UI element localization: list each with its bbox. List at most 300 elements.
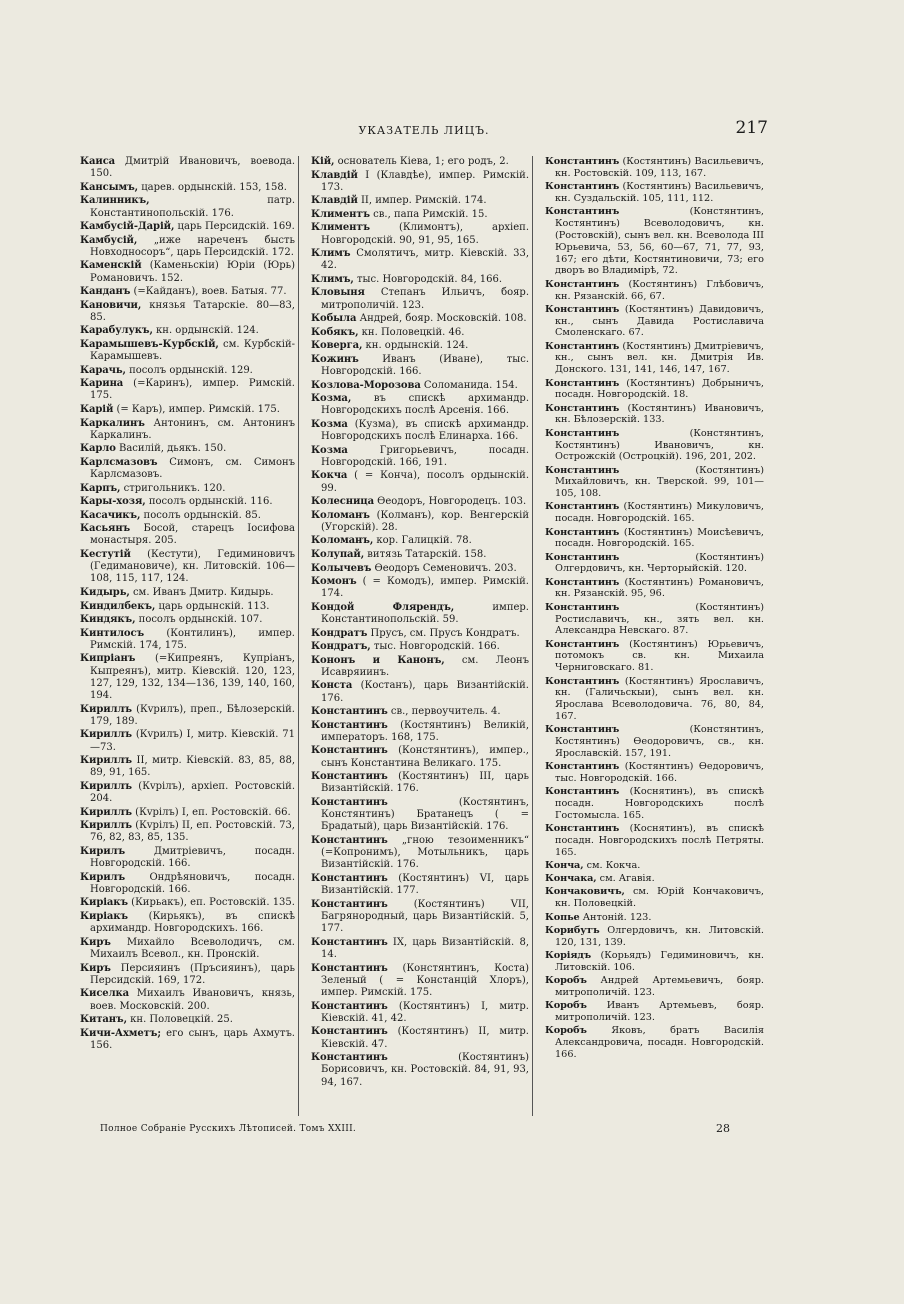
index-entry (80, 872, 295, 896)
index-entry (545, 279, 764, 303)
index-entry (80, 339, 295, 363)
index-entry (80, 704, 295, 728)
entry-headword: Кановичи, (80, 299, 142, 311)
entry-headword: Кончака, (545, 873, 597, 885)
entry-details: (Коснятинъ), въ спискѣ посадн. Новгородскихъ послѣ Гостомысла. 165. (555, 786, 764, 822)
entry-details: (Корьядъ) Гедиминовичъ, кн. Литовскій. 106. (555, 949, 764, 973)
entry-details: (Костянтинъ, Констянтинъ) Братанецъ ( = Брадатый), царь Византійскій. 176. (321, 796, 529, 833)
entry-details: посолъ ордынскій. 116. (145, 496, 273, 508)
entry-headword: Кирилъ (80, 871, 126, 883)
index-entry (311, 419, 529, 443)
entry-details: IX, царь Византійскій. 8, 14. (321, 936, 529, 960)
entry-details: витязь Татарскій. 158. (364, 548, 487, 560)
entry-headword: Константинъ (311, 898, 388, 910)
entry-details: Иванъ (Иване), тыс. Новгородскій. 166. (321, 353, 529, 378)
index-entry (311, 445, 529, 469)
index-entry (311, 170, 529, 194)
entry-headword: Киріакъ (80, 910, 128, 922)
entry-details: (Костянтинъ) Михайловичъ, кн. Тверской. 99, 101—105, 108. (555, 464, 764, 500)
entry-headword: Кончаковичъ, (545, 886, 625, 898)
entry-details: (Констянтинъ, Костянтинъ) Всеволодовичъ, кн. (Ростовскій), сынъ вел. кн. Всеволода III Юрьевича, 53, 56, 60—67, 71, 77, 93, 167; его дѣти, Костянтиновичи, 73; его дворъ во Владимірѣ, 72. (555, 206, 764, 277)
index-entry (311, 510, 529, 534)
index-entry (80, 628, 295, 652)
entry-headword: Кловыня (311, 287, 365, 299)
entry-headword: Климъ, (311, 273, 354, 285)
entry-details: (Колманъ), кор. Венгерскій (Угорскій). 28. (321, 509, 529, 533)
entry-headword: Константинъ (545, 786, 620, 798)
index-entry (80, 378, 295, 402)
index-column-3 (545, 156, 768, 1116)
index-entry (80, 911, 295, 935)
index-entry (545, 181, 764, 205)
index-entry (311, 549, 529, 561)
entry-details: Григорьевичъ, посадн. Новгородскій. 166, 191. (321, 444, 529, 468)
entry-headword: Константинъ (311, 872, 388, 884)
entry-details: см. Иванъ Дмитр. Кидырь. (129, 586, 274, 598)
entry-headword: Константинъ (545, 402, 620, 414)
index-entry (311, 1001, 529, 1025)
index-entry (545, 341, 764, 377)
entry-headword: Коробъ (545, 1024, 587, 1036)
entry-headword: Константинъ (545, 526, 620, 538)
entry-headword: Константинъ (545, 501, 620, 513)
entry-headword: Касьянъ (80, 523, 131, 535)
index-entry (80, 325, 295, 337)
entry-details: кн. ордынскій. 124. (362, 340, 469, 352)
index-entry (80, 937, 295, 961)
index-entry (311, 327, 529, 339)
entry-details: (=Каринъ), импер. Римскій. 175. (90, 378, 295, 402)
entry-headword: Константинъ (311, 771, 388, 783)
entry-headword: Константинъ (311, 1000, 388, 1012)
index-entry (311, 706, 529, 718)
entry-details: (Кузма), въ спискѣ архимандр. Новгородскихъ послѣ Елинарха. 166. (321, 418, 529, 443)
entry-headword: Колычевъ (311, 562, 372, 574)
entry-details: посолъ ордынскій. 129. (125, 364, 253, 376)
entry-headword: Коріядъ (545, 949, 592, 961)
index-entry (311, 340, 529, 352)
entry-headword: Константинъ (311, 936, 388, 948)
index-entry (311, 835, 529, 872)
entry-headword: Киселка (80, 988, 130, 1000)
entry-details: кн. Половецкій. 25. (126, 1014, 233, 1026)
running-title: УКАЗАТЕЛЬ ЛИЦЪ. (358, 124, 490, 137)
entry-details: Иванъ Артемьевъ, бояр. митрополичій. 123. (555, 999, 764, 1023)
index-entry (311, 274, 529, 286)
entry-details: посолъ ордынскій. 85. (140, 509, 261, 521)
entry-details: (Костянтинъ) Ивановичъ, кн. Бѣлозерскій. 133. (555, 402, 764, 426)
index-entry (80, 195, 295, 219)
index-entry (311, 535, 529, 547)
index-entry (80, 404, 295, 416)
index-entry (545, 527, 764, 551)
entry-details: Степанъ Ильичъ, бояр. митрополичій. 123. (321, 287, 529, 311)
entry-details: (Костянтинъ) Моисѣевичъ, посадн. Новгородскій. 165. (555, 526, 764, 550)
entry-details: Персияинъ (Пръсияинъ), царь Персидскій. 169, 172. (90, 962, 295, 986)
entry-headword: Канданъ (80, 286, 131, 298)
index-entry (545, 860, 764, 872)
entry-headword: Корибутъ (545, 924, 600, 936)
entry-headword: Константинъ (545, 340, 620, 352)
entry-headword: Киндякъ, (80, 614, 136, 626)
index-entry (80, 510, 295, 522)
entry-headword: Конста (311, 680, 353, 692)
entry-headword: Константинъ (545, 576, 620, 588)
index-entry (311, 771, 529, 795)
index-entry (545, 501, 764, 525)
entry-details: (Костянтинъ) Юрьевичъ, потомокъ св. кн. Михаила Черниговскаго. 81. (555, 638, 764, 674)
index-entry (80, 286, 295, 298)
index-entry (311, 496, 529, 508)
entry-details: импер. Константинопольскій. 59. (321, 601, 529, 626)
entry-details: (Костянтинъ) VII, Багрянородный, царь Византійскій. 5, 177. (321, 898, 529, 935)
entry-details: (Костянтинъ) Дмитріевичъ, кн., сынъ вел. кн. Дмитрія Ив. Донского. 131, 141, 146, 147, 167. (555, 340, 764, 376)
entry-headword: Кестутій (80, 548, 131, 560)
index-entry (80, 614, 295, 626)
index-entry (80, 483, 295, 495)
entry-headword: Константинъ (311, 745, 388, 757)
entry-headword: Кондратъ (311, 627, 368, 639)
entry-details: I (Клавдѣе), импер. Римскій. 173. (321, 169, 529, 193)
entry-headword: Карій (80, 404, 114, 416)
entry-headword: Клавдій (311, 195, 358, 207)
entry-details: (Каменьскіи) Юріи (Юрь) Романовичъ. 152. (90, 260, 295, 284)
entry-details: тыс. Новгородскій. 166. (370, 641, 500, 653)
entry-details: (Костанъ), царь Византійскій. 176. (321, 680, 529, 704)
index-entry (545, 156, 764, 180)
entry-details: (Кирьякъ), въ спискѣ архимандр. Новгородскихъ. 166. (90, 910, 295, 935)
entry-headword: Коломанъ, (311, 535, 374, 547)
index-entry (545, 873, 764, 885)
entry-headword: Карлсмазовъ (80, 456, 158, 468)
entry-headword: Константинъ (545, 761, 620, 773)
index-entry (545, 602, 764, 638)
index-entry (80, 755, 295, 779)
entry-details: царь Персидскій. 169. (174, 221, 295, 233)
index-entry (80, 988, 295, 1012)
entry-details: (=Кайданъ), воев. Батыя. 77. (130, 286, 287, 298)
index-entry (80, 156, 295, 180)
entry-headword: Константинъ (545, 181, 620, 193)
entry-headword: Камбусій, (80, 234, 138, 246)
entry-details: (Констянтинъ, Коста) Зеленый ( = Констанцій Хлоръ), импер. Римскій. 175. (321, 962, 529, 998)
index-entry (545, 823, 764, 859)
index-entry (311, 313, 529, 325)
entry-details: (Кvрілъ) II, еп. Ростовскій. 73, 76, 82, 83, 85, 135. (90, 820, 295, 844)
entry-headword: Карачь, (80, 364, 126, 376)
entry-details: ( = Конча), посолъ ордынскій. 99. (321, 470, 529, 494)
entry-headword: Константинъ (545, 638, 620, 650)
index-entry (311, 797, 529, 834)
entry-details: (= Каръ), импер. Римскій. 175. (113, 404, 280, 416)
entry-headword: Константинъ (311, 706, 388, 718)
entry-details: Яковъ, братъ Василія Александровича, посадн. Новгородскій. 166. (555, 1024, 764, 1060)
entry-details: (Кестути), Гедиминовичъ (Гедимановиче), кн. Литовскій. 106—108, 115, 117, 124. (90, 548, 295, 585)
entry-headword: Кириллъ (80, 780, 132, 792)
entry-details: Михаилъ Ивановичъ, князь, воев. Московскій. 200. (90, 988, 295, 1012)
index-entry (545, 950, 764, 974)
index-entry (545, 428, 764, 464)
entry-details: см. Леонъ Исавряиинъ. (321, 654, 529, 678)
index-entry (545, 403, 764, 427)
index-entry (311, 222, 529, 246)
entry-headword: Козма (311, 444, 348, 456)
index-entry (311, 873, 529, 897)
entry-details: (Костянтинъ) Васильевичъ, кн. Ростовскій. 109, 113, 167. (555, 156, 764, 179)
index-entry (311, 1026, 529, 1050)
index-entry (311, 655, 529, 679)
index-entry (80, 221, 295, 233)
index-entry (80, 820, 295, 844)
index-columns (80, 156, 768, 1116)
index-entry (545, 304, 764, 340)
index-entry (80, 235, 295, 259)
entry-headword: Кобыла (311, 313, 357, 325)
entry-headword: Кондратъ, (311, 641, 371, 653)
entry-headword: Киръ (80, 936, 111, 948)
entry-headword: Константинъ (545, 601, 620, 613)
index-entry (545, 925, 764, 949)
index-entry (545, 786, 764, 822)
index-entry (80, 729, 295, 753)
entry-headword: Кій, (311, 156, 335, 167)
index-entry (545, 761, 764, 785)
entry-headword: Козма, (311, 393, 352, 405)
entry-details: (Костянтинъ) Ѳедоровичъ, тыс. Новгородскій. 166. (555, 761, 764, 785)
entry-headword: Китанъ, (80, 1014, 127, 1026)
entry-details: Ѳеодоръ, Новгородецъ. 103. (373, 496, 527, 508)
index-entry (311, 641, 529, 653)
entry-headword: Карина (80, 378, 124, 390)
entry-headword: Коробъ (545, 974, 587, 986)
entry-details: (Констянтинъ, Костянтинъ) Ѳеодоровичъ, св., кн. Ярославскій. 157, 191. (555, 724, 764, 760)
entry-headword: Камбусій-Дарій, (80, 221, 175, 233)
index-entry (80, 601, 295, 613)
entry-details: основатель Кіева, 1; его родъ, 2. (334, 156, 509, 167)
entry-headword: Константинъ (545, 551, 620, 563)
index-entry (80, 846, 295, 870)
entry-details: „гною тезоименникъ“ (=Копронимъ), Мотыльникъ, царь Византійскій. 176. (321, 834, 529, 871)
entry-details: (Костянтинъ) Добрыничъ, посадн. Новгородскій. 18. (555, 377, 764, 401)
entry-details: царь ордынскій. 113. (155, 600, 270, 612)
entry-details: Антонинъ, см. Антонинъ Каркалинъ. (90, 417, 295, 441)
entry-headword: Киріакъ (80, 897, 128, 909)
entry-headword: Коробъ (545, 999, 587, 1011)
entry-details: (Костянтинъ) Васильевичъ, кн. Суздальскій. 105, 111, 112. (555, 181, 764, 204)
entry-headword: Колупай, (311, 548, 365, 560)
entry-details: стригольникъ. 120. (120, 482, 226, 494)
entry-headword: Константинъ (545, 823, 620, 835)
index-entry (311, 156, 529, 168)
index-entry (80, 1028, 295, 1052)
index-entry (311, 576, 529, 600)
entry-headword: Клавдій (311, 169, 358, 181)
index-entry (545, 577, 764, 601)
entry-headword: Кирилъ (80, 845, 126, 857)
entry-headword: Кипріанъ (80, 653, 136, 665)
entry-details: Андрей, бояр. Московскій. 108. (356, 313, 527, 325)
index-entry (545, 465, 764, 501)
entry-details: кн. ордынскій. 124. (152, 325, 259, 337)
entry-details: (=Кипреянъ, Купріанъ, Кыпреянъ), митр. Кіевскій. 120, 123, 127, 129, 132, 134—136, 139, 140, 160, 194. (90, 653, 295, 702)
entry-headword: Константинъ (311, 962, 388, 974)
entry-headword: Карамышевъ-Курбскій, (80, 338, 219, 350)
entry-details: въ спискѣ архимандр. Новгородскихъ послѣ Арсенія. 166. (321, 393, 529, 417)
entry-details: Босой, старецъ Іосифова монастыря. 205. (90, 523, 295, 547)
index-entry (80, 443, 295, 455)
entry-headword: Константинъ (311, 719, 388, 731)
entry-headword: Константинъ (545, 427, 620, 439)
entry-details: (Костянтинъ) Глѣбовичъ, кн. Рязанскій. 66, 67. (555, 278, 764, 302)
entry-details: его сынъ, царь Ахмутъ. 156. (90, 1027, 295, 1051)
entry-details: II, импер. Римскій. 174. (357, 195, 487, 207)
entry-details: (Констянтинъ, Костянтинъ) Ивановичъ, кн. Острожскій (Остроцкій). 196, 201, 202. (555, 427, 764, 463)
entry-details: св., первоучитель. 4. (387, 706, 501, 718)
entry-details: (Кvрилъ) I, митр. Кіевскій. 71—73. (90, 729, 295, 753)
entry-headword: Коломанъ (311, 509, 370, 521)
index-entry (545, 206, 764, 277)
index-entry (80, 457, 295, 481)
entry-headword: Константинъ (311, 834, 388, 846)
index-entry (311, 745, 529, 769)
index-entry (311, 563, 529, 575)
entry-headword: Константинъ (545, 675, 620, 687)
index-entry (311, 1052, 529, 1089)
entry-details: см. Агавія. (596, 873, 655, 885)
entry-headword: Копье (545, 911, 580, 923)
index-entry (311, 602, 529, 626)
index-entry (80, 300, 295, 324)
index-entry (311, 287, 529, 311)
index-entry (545, 552, 764, 576)
entry-details: Дмитріевичъ, посадн. Новгородскій. 166. (90, 845, 295, 870)
page-footer (80, 1124, 768, 1138)
entry-details: царев. ордынскій. 153, 158. (138, 181, 287, 193)
index-entry (545, 639, 764, 675)
entry-headword: Кичи-Ахметъ; (80, 1027, 161, 1039)
entry-details: Прусъ, см. Прусъ Кондратъ. (367, 627, 520, 639)
index-entry (545, 975, 764, 999)
entry-details: Соломанида. 154. (420, 379, 518, 391)
entry-details: (Костянтинъ) II, митр. Кіевскій. 47. (321, 1026, 529, 1050)
index-entry (311, 393, 529, 417)
index-entry (311, 899, 529, 936)
entry-headword: Константинъ (545, 278, 620, 290)
entry-headword: Константинъ (545, 724, 620, 736)
index-entry (545, 912, 764, 924)
entry-details: (Кирьакъ), еп. Ростовскій. 135. (127, 897, 295, 909)
index-entry (80, 260, 295, 284)
entry-details: (Костянтинъ) Ростиславичъ, кн., зять вел. кн. Александра Невскаго. 87. (555, 601, 764, 637)
page-number: 217 (735, 118, 768, 138)
index-entry (545, 676, 764, 724)
entry-details: (Констянтинъ), импер., сынъ Константина Великаго. 175. (321, 745, 529, 769)
entry-details: посолъ ордынскій. 107. (135, 614, 263, 626)
index-entry (80, 365, 295, 377)
entry-headword: Константинъ (311, 796, 388, 808)
entry-details: (Костянтинъ) Давидовичъ, кн., сынъ Давида Ростиславича Смоленскаго. 67. (555, 303, 764, 339)
entry-headword: Калинникъ, (80, 195, 150, 207)
index-entry (545, 1025, 764, 1061)
index-entry (80, 653, 295, 702)
index-entry (311, 720, 529, 744)
entry-details: см. Юрій Кончаковичъ, кн. Половецкій. (555, 886, 764, 910)
entry-headword: Кириллъ (80, 755, 132, 767)
entry-headword: Козма (311, 418, 348, 430)
entry-headword: Кириллъ (80, 729, 132, 741)
entry-details: (Костянтинъ) Ярославичъ, кн. (Галичьскыи), сынъ вел. кн. Ярослава Всеволодовича. 76, 80, 84, 167. (555, 675, 764, 723)
index-entry (545, 886, 764, 910)
entry-headword: Кириллъ (80, 820, 132, 832)
index-column-2 (311, 156, 533, 1116)
entry-details: см. Курбскій-Карамышевъ. (90, 338, 295, 363)
index-entry (80, 549, 295, 586)
entry-details: (Кvрілъ) I, еп. Ростовскій. 66. (132, 806, 291, 818)
entry-headword: Климъ (311, 248, 351, 260)
entry-details: (Костянтинъ) Великій, императоръ. 168, 175. (321, 719, 529, 743)
entry-details: см. Кокча. (583, 860, 641, 872)
entry-details: Василій, дьякъ. 150. (115, 443, 227, 455)
entry-details: (Климонтъ), архіеп. Новгородскій. 90, 91, 95, 165. (321, 222, 529, 246)
entry-headword: Константинъ (311, 1026, 388, 1038)
index-entry (80, 523, 295, 547)
entry-headword: Константинъ (545, 206, 620, 218)
printer-signature: Полное Собраніе Русскихъ Лѣтописей. Томъ XXIII. (100, 1124, 357, 1134)
entry-headword: Конча, (545, 860, 584, 872)
index-entry (80, 897, 295, 909)
index-entry (311, 248, 529, 272)
index-entry (311, 195, 529, 207)
entry-headword: Климентъ (311, 208, 370, 220)
index-entry (311, 628, 529, 640)
entry-headword: Каменскій (80, 260, 142, 272)
entry-headword: Константинъ (545, 377, 620, 389)
index-entry (311, 354, 529, 378)
entry-details: Смолятичъ, митр. Кіевскій. 33, 42. (321, 248, 529, 272)
entry-headword: Кокча (311, 470, 348, 482)
entry-details: тыс. Новгородскій. 84, 166. (353, 273, 503, 285)
entry-details: „иже нареченъ бысть Новходносоръ“, царь Персидскій. 172. (90, 234, 295, 258)
index-entry (311, 680, 529, 704)
entry-headword: Кансымъ, (80, 181, 139, 193)
index-entry (545, 724, 764, 760)
entry-headword: Комонъ (311, 576, 357, 588)
entry-details: (Костянтинъ) I, митр. Кіевскій. 41, 42. (321, 1000, 529, 1024)
entry-details: Антоній. 123. (579, 911, 652, 923)
entry-details: Дмитрій Ивановичъ, воевода. 150. (90, 156, 295, 180)
index-entry (311, 963, 529, 1000)
index-column-1 (80, 156, 299, 1116)
index-entry (80, 807, 295, 819)
index-entry (311, 380, 529, 392)
entry-details: (Кvрилъ), преп., Бѣлозерскій. 179, 189. (90, 703, 295, 727)
index-entry (80, 1014, 295, 1026)
entry-headword: Колесница (311, 496, 374, 508)
index-entry (311, 937, 529, 961)
index-entry (80, 963, 295, 987)
page-header (80, 118, 768, 142)
index-entry (545, 1000, 764, 1024)
entry-headword: Константинъ (545, 156, 620, 167)
entry-headword: Каркалинъ (80, 417, 145, 429)
index-entry (545, 378, 764, 402)
entry-details: св., папа Римскій. 15. (370, 208, 488, 220)
entry-details: Михайло Всеволодичъ, см. Михаилъ Всевол., кн. Пронскій. (90, 936, 295, 960)
entry-headword: Константинъ (545, 464, 620, 476)
entry-headword: Карабулукъ, (80, 325, 153, 337)
entry-headword: Карпъ, (80, 482, 121, 494)
entry-details: (Костянтинъ) III, царь Византійскій. 176. (321, 771, 529, 795)
